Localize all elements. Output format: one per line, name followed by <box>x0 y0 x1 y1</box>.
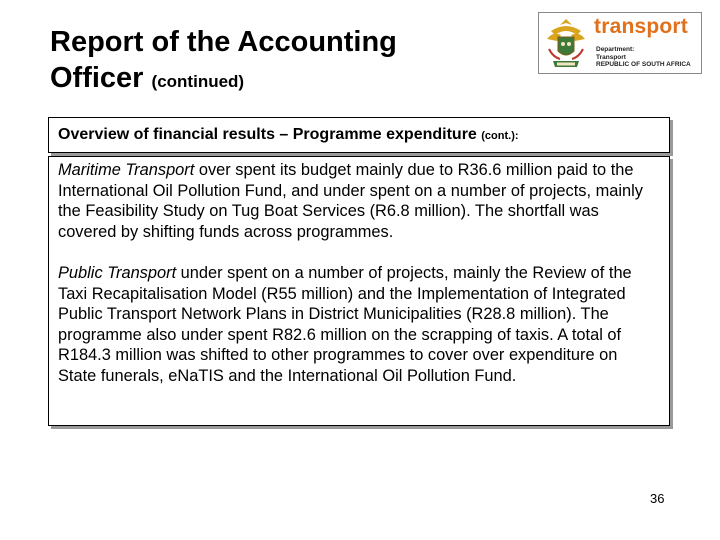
title-suffix: (continued) <box>151 72 245 91</box>
slide-title <box>50 24 490 100</box>
logo-dept-line-2: Transport <box>596 53 626 61</box>
overview-suffix: (cont.): <box>481 130 519 142</box>
logo-wordmark: transport <box>594 15 688 38</box>
paragraph-text: under spent on a number of projects, mainly the Review of the Taxi Recapitalisation Model (R55 million) and the Implementation of Integrated Public Transport Network Plans in District Municipalities (R28.8 million). The programme also under spent R82.6 million on the scrapping of taxis. A total of R184.3 million was shifted to other programmes to cover over expenditure on State funerals, eNaTIS and the International Oil Pollution Fund. <box>58 263 632 385</box>
logo-department-text <box>596 46 700 69</box>
title-line-2: Officer <box>50 62 144 94</box>
department-logo <box>538 12 702 74</box>
coat-of-arms-icon <box>543 17 589 71</box>
paragraph-lead: Maritime Transport <box>58 161 195 179</box>
logo-dept-line-3: REPUBLIC OF SOUTH AFRICA <box>596 61 691 69</box>
overview-heading-box <box>48 117 670 153</box>
paragraph-lead: Public Transport <box>58 263 177 282</box>
title-line-1: Report of the Accounting <box>50 26 397 58</box>
body-text-box <box>48 156 670 426</box>
page-number: 36 <box>650 491 665 506</box>
overview-heading: Overview of financial results – Programme expenditure <box>58 126 477 143</box>
paragraph-maritime-transport <box>58 160 660 242</box>
paragraph-public-transport <box>58 263 660 387</box>
logo-dept-line-1: Department: <box>596 46 635 53</box>
paragraph-text: over spent its budget mainly due to R36.6 million paid to the International Oil Pollution Fund, and under spent on a number of projects, mainly the Feasibility Study on Tug Boat Services (R6.8 million). The shortfall was covered by shifting funds across programmes. <box>58 161 643 241</box>
